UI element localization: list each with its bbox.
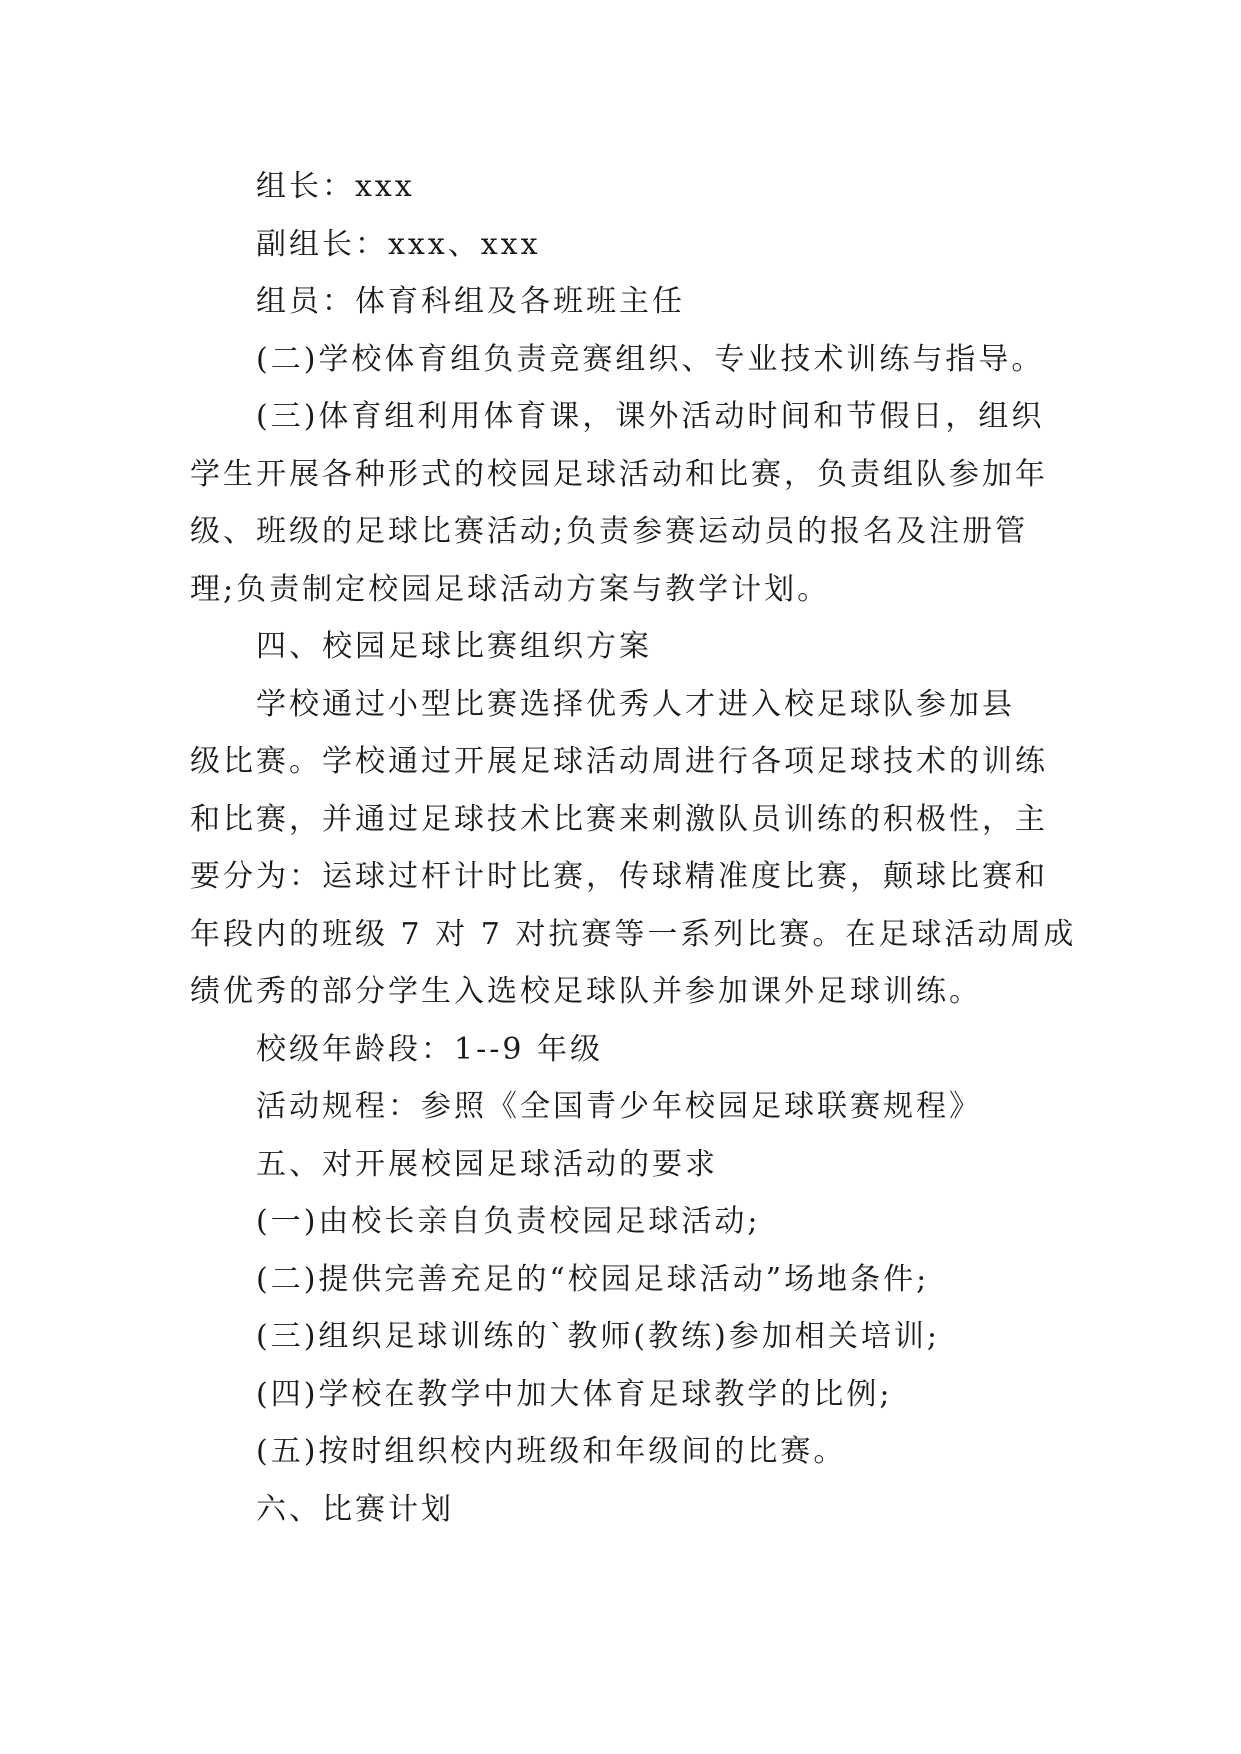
- text-line: (二)学校体育组负责竞赛组织、专业技术训练与指导。: [256, 341, 1045, 377]
- text-line: 组员：体育科组及各班班主任: [256, 284, 685, 319]
- text-line: 级比赛。学校通过开展足球活动周进行各项足球技术的训练: [190, 744, 1048, 779]
- text-line: (四)学校在教学中加大体育足球教学的比例;: [256, 1376, 893, 1412]
- text-line: 学生开展各种形式的校园足球活动和比赛，负责组队参加年: [190, 456, 1048, 492]
- text-line: 五、对开展校园足球活动的要求: [256, 1146, 718, 1182]
- text-line: 组长：xxx: [256, 169, 415, 204]
- text-line: 年段内的班级 7 对 7 对抗赛等一系列比赛。在足球活动周成: [190, 916, 1077, 952]
- text-line: 要分为：运球过杆计时比赛，传球精准度比赛，颠球比赛和: [190, 859, 1048, 894]
- text-line: (五)按时组织校内班级和年级间的比赛。: [256, 1434, 847, 1469]
- text-line: 和比赛，并通过足球技术比赛来刺激队员训练的积极性，主: [190, 801, 1048, 837]
- text-line: (二)提供完善充足的“校园足球活动”场地条件;: [256, 1261, 930, 1297]
- text-line: 四、校园足球比赛组织方案: [256, 629, 652, 664]
- text-line: (一)由校长亲自负责校园足球活动;: [256, 1204, 761, 1239]
- text-line: (三)体育组利用体育课，课外活动时间和节假日，组织: [256, 399, 1045, 434]
- text-line: 绩优秀的部分学生入选校足球队并参加课外足球训练。: [190, 974, 982, 1009]
- text-line: 理;负责制定校园足球活动方案与教学计划。: [190, 571, 831, 607]
- text-line: 级、班级的足球比赛活动;负责参赛运动员的报名及注册管: [190, 514, 1029, 549]
- text-line: 校级年龄段：1--9 年级: [256, 1031, 603, 1067]
- text-line: 副组长：xxx、xxx: [256, 226, 541, 262]
- text-line: (三)组织足球训练的`教师(教练)参加相关培训;: [256, 1319, 940, 1354]
- document-body: [190, 158, 1077, 1538]
- text-line: 活动规程：参照《全国青少年校园足球联赛规程》: [256, 1089, 982, 1124]
- text-line: 六、比赛计划: [256, 1491, 454, 1527]
- text-line: 学校通过小型比赛选择优秀人才进入校足球队参加县: [256, 686, 1015, 722]
